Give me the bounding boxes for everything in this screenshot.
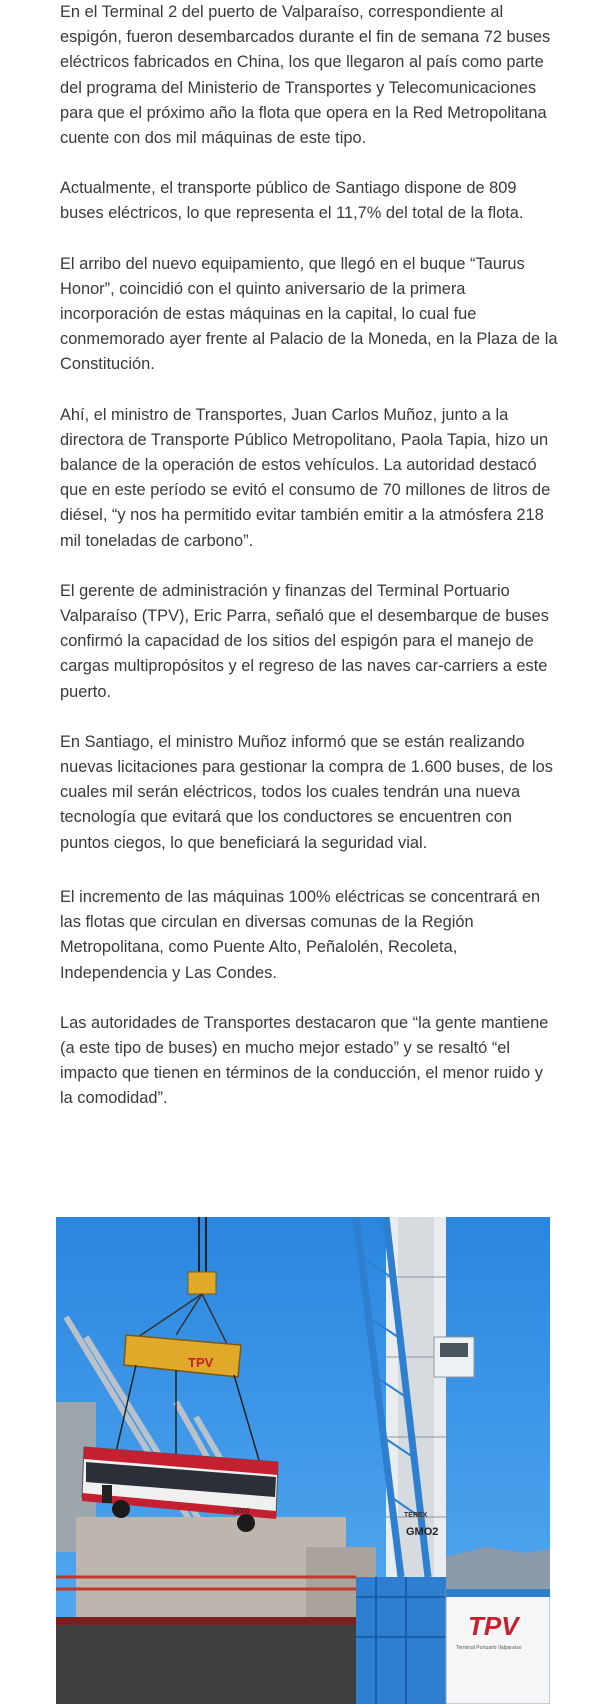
article-paragraph-3: El arribo del nuevo equipamiento, que llegó en el buque “Taurus Honor”, coincidió con el quinto aniversario de la primera incorporación de estas máquinas en la capital, lo cual fue conmemorado ayer frente al Palacio de la Moneda, en la Plaza de la Constitución.: [60, 254, 558, 374]
spreader-logo: TPV: [188, 1355, 214, 1370]
harbor-crane-base: [356, 1577, 446, 1704]
ship-hull: [56, 1617, 386, 1704]
ship-hull-stripe: [56, 1617, 386, 1625]
article-body: [60, 0, 560, 1137]
ship-superstructure: [76, 1517, 346, 1627]
tpv-building-logo: TPV: [468, 1611, 519, 1641]
tpv-building-caption: Terminal Portuario Valparaíso: [456, 1645, 522, 1651]
article-paragraph-2: Actualmente, el transporte público de Santiago dispone de 809 buses eléctricos, lo que representa el 11,7% del total de la flota.: [60, 179, 524, 223]
article-paragraph-7: El incremento de las máquinas 100% eléctricas se concentrará en las flotas que circulan en diversas comunas de la Región Metropolitana, como Puente Alto, Peñalolén, Recoleta, Independencia y Las Condes.: [60, 887, 541, 982]
crane-hook-block: [188, 1272, 216, 1294]
bus-number: 0000: [234, 1508, 250, 1515]
crane-cab-window: [440, 1343, 468, 1357]
article-paragraph-6: En Santiago, el ministro Muñoz informó que se están realizando nuevas licitaciones para gestionar la compra de 1.600 buses, de los cuales mil serán eléctricos, todos los cuales tendrán una nueva tecnología que evitará que los conductores se encuentren con puntos ciegos, lo que beneficiará la seguridad vial.: [60, 732, 553, 852]
article-paragraph-1: En el Terminal 2 del puerto de Valparaíso, correspondiente al espigón, fueron desembarcados durante el fin de semana 72 buses eléctricos fabricados en China, los que llegaron al país como parte del programa del Ministerio de Transportes y Telecomunicaciones para que el próximo año la flota que opera en la Red Metropolitana cuente con dos mil máquinas de este tipo.: [60, 3, 551, 148]
crane-brand: TEREX: [404, 1512, 428, 1519]
article-photo: [56, 1217, 550, 1704]
article-paragraph-8: Las autoridades de Transportes destacaron que “la gente mantiene (a este tipo de buses) en mucho mejor estado” y se resaltó “el impacto que tienen en términos de la conducción, el menor ruido y la comodidad”.: [60, 1013, 549, 1108]
article-paragraph-5: El gerente de administración y finanzas del Terminal Portuario Valparaíso (TPV), Eric Parra, señaló que el desembarque de buses confirmó la capacidad de los sitios del espigón para el manejo de cargas multipropósitos y el regreso de las naves car-carriers a este puerto.: [60, 581, 549, 701]
article-paragraph-4: Ahí, el ministro de Transportes, Juan Carlos Muñoz, junto a la directora de Transporte Público Metropolitano, Paola Tapia, hizo un balance de la operación de estos vehículos. La autoridad destacó que en este período se evitó el consumo de 70 millones de litros de diésel, “y nos ha permitido evitar también emitir a la atmósfera 218 mil toneladas de carbono”.: [60, 405, 551, 550]
crane-id: GMO2: [406, 1526, 439, 1538]
